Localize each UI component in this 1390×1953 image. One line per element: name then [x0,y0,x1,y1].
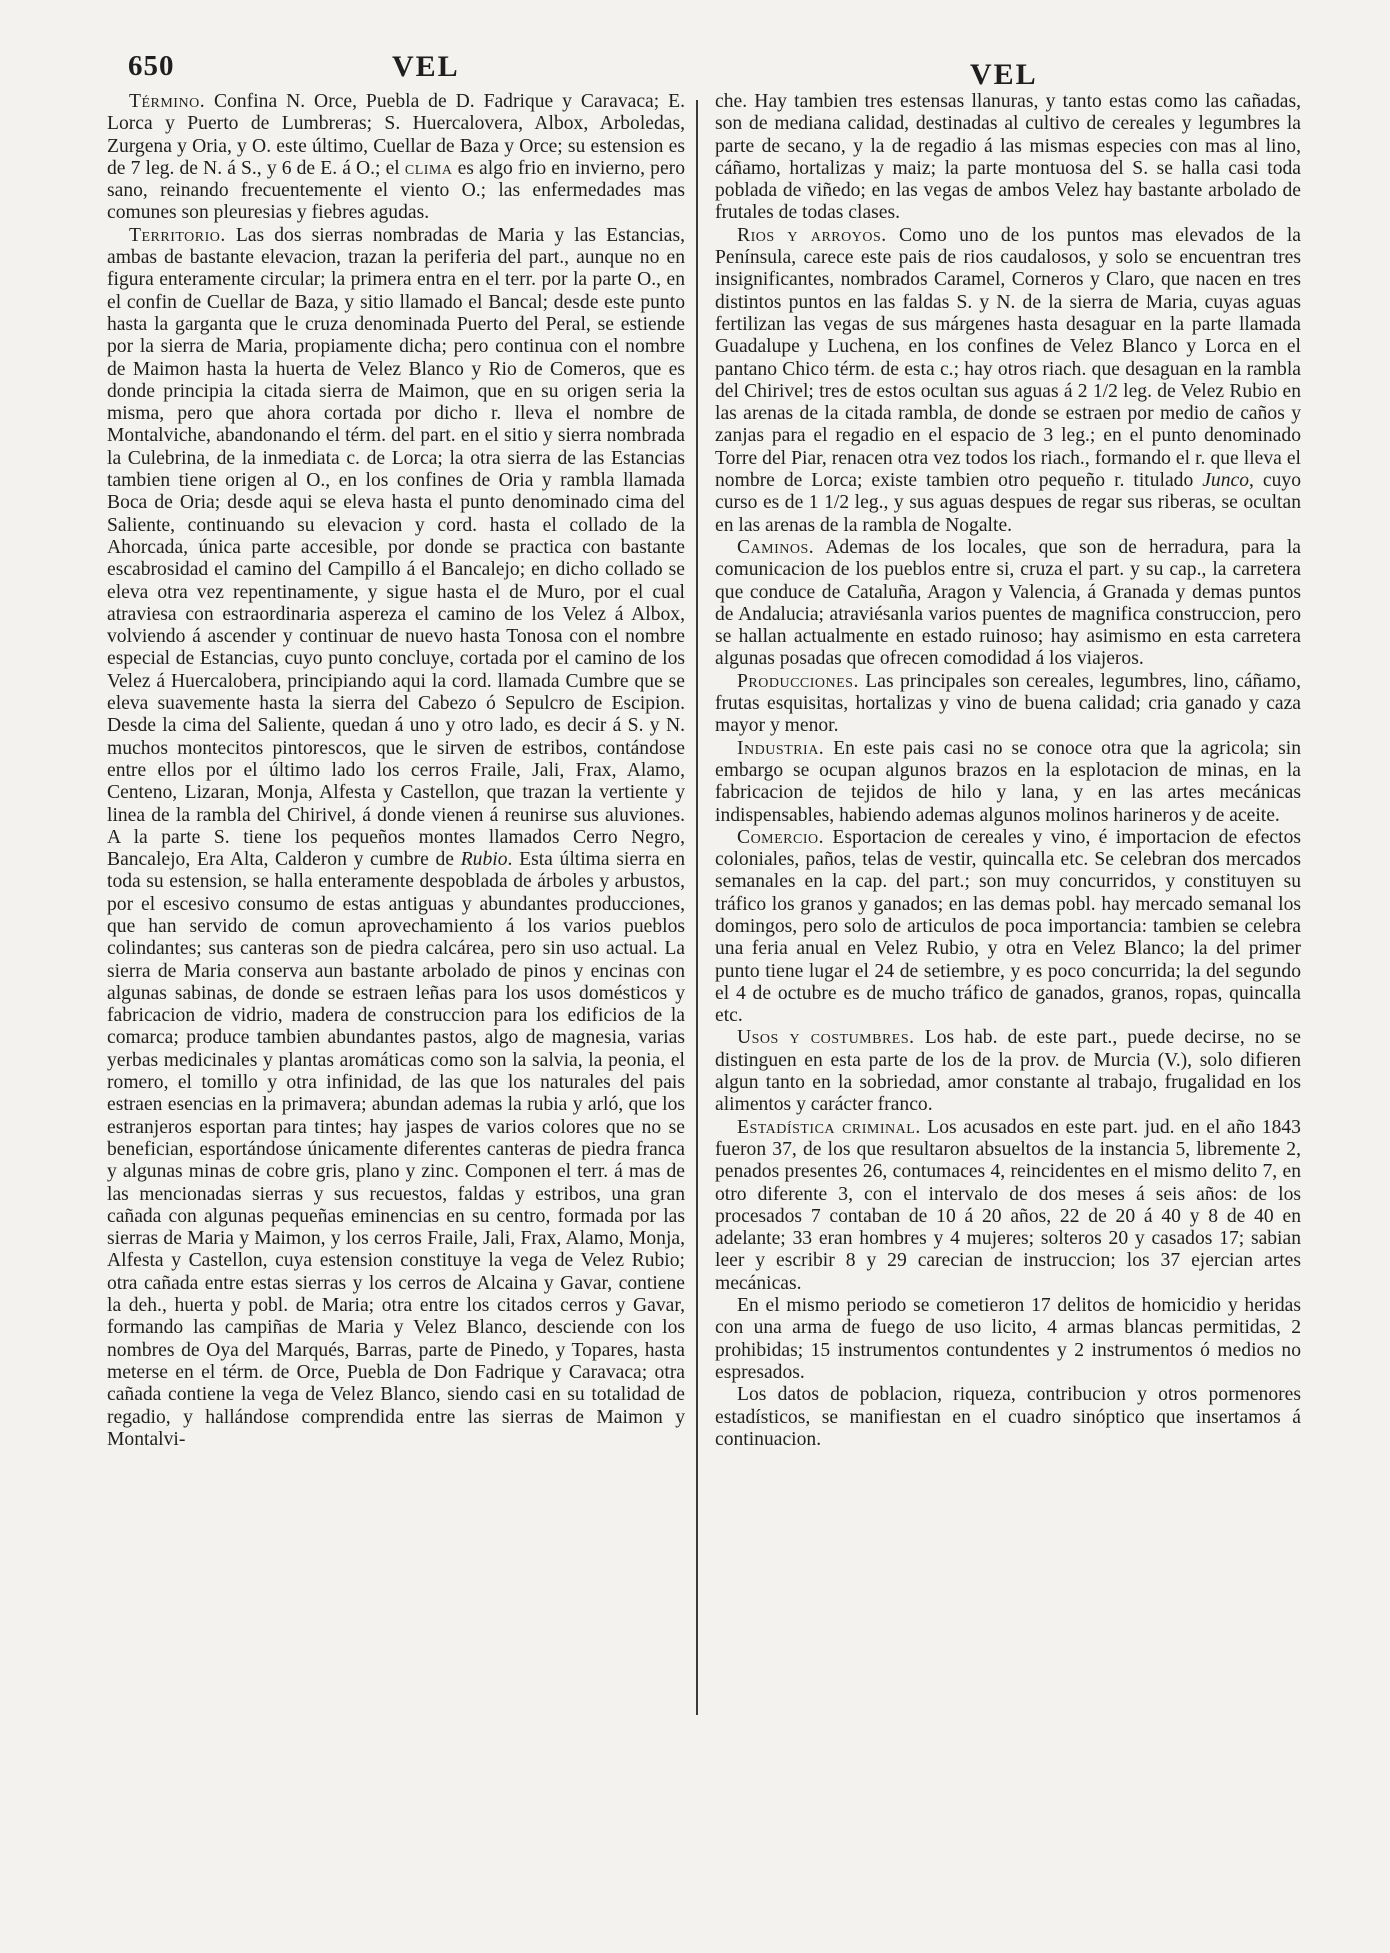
inline-label-clima: clima [404,157,453,179]
paragraph-text: Los datos de poblacion, riqueza, contribucion y otros pormenores estadísticos, se manifiestan en el cuadro sinóptico que insertamos á continuacion. [715,1384,1301,1450]
paragraph-text: En el mismo periodo se cometieron 17 delitos de homicidio y heridas con una arma de fuego de uso licito, 4 armas blancas permitidas, 2 prohibidas; 15 instrumentos contundentes y 2 instrumentos ó medios no espresados. [715,1295,1301,1383]
paragraph-text: Las principales son cereales, legumbres, lino, cáñamo, frutas esquisitas, hortalizas y vino de buena calidad; cria ganado y caza mayor y menor. [715,670,1301,737]
paragraph-caminos [715,537,1301,671]
paragraph-estadistica [715,1117,1301,1295]
paragraph-text: En este pais casi no se conoce otra que la agricola; sin embargo se ocupan algunos brazos en la esplotacion de minas, en la fabricacion de tejidos de hilo y lana, y en las artes mecánicas indispensables, habiendo ademas algunos molinos harineros y de aceite. [715,737,1301,826]
paragraph-text: Las dos sierras nombradas de Maria y las Estancias, ambas de bastante elevacion, trazan la periferia del part., aunque no en figura enteramente circular; la primera entra en el terr. por la parte O., en el confin de Cuellar de Baza, y sitio llamado el Bancal; desde este punto hasta la garganta que le cruza denominada Puerto del Peral, se estiende por la sierra de Maria, propiamente dicha; pero continua con el nombre de Maimon hasta la huerta de Velez Blanco y Rio de Comeros, que es donde principia la citada sierra de Maimon, que en su origen seria la misma, pero que ahora cortada por dicho r. lleva el nombre de Montalviche, abandonando el térm. del part. en el sitio y sierra nombrada la Culebrina, de la inmediata c. de Lorca; la otra sierra de las Estancias tambien tiene origen al O., en los confines de Oria y rambla llamada Boca de Oria; desde aqui se eleva hasta el punto denominado cima del Saliente, continuando su elevacion y cord. hasta el collado de la Ahorcada, única parte accesible, por donde se practica con bastante escabrosidad el camino del Campillo á el Bancalejo; en dicho collado se eleva otra vez repentinamente, y sigue hasta el de Muro, por el cual atraviesa con estraordinaria aspereza el camino de los Velez á Albox, volviendo á ascender y continuar de nuevo hasta Tonosa con el nombre especial de Estancias, cuyo punto concluye, cortada por el camino de los Velez á Huercalobera, principiando aqui la cord. llamada Cumbre que se eleva suavemente hasta la sierra del Cabezo ó Sepulcro de Escipion. Desde la cima del Saliente, quedan á uno y otro lado, es decir á S. y N. muchos montecitos pintorescos, que le sirven de estribos, contándose entre ellos por el último lado los cerros Fraile, Jali, Frax, Alamo, Centeno, Lizaran, Monja, Alfesta y Castellon, que trazan la vertiente y linea de la rambla del Chirivel, á donde vienen á reunirse sus aluviones. A la parte S. tiene los pequeños montes llamados Cerro Negro, Bancalejo, Era Alta, Calderon y cumbre de [107,224,685,871]
paragraph-text: . Esta última sierra en toda su estension, se halla enteramente despoblada de árboles y arbustos, por el escesivo consumo de estas antiguas y abundantes producciones, que han servido de comun aprovechamiento á los varios pueblos colindantes; sus canteras son de piedra calcárea, pero sin uso actual. La sierra de Maria conserva aun bastante arbolado de pinos y encinas con algunas sabinas, de donde se estraen leñas para los usos domésticos y fabricacion de vidrio, madera de construccion para los edificios de la comarca; produce tambien abundantes pastos, algo de magnesia, varias yerbas medicinales y plantas aromáticas como son la salvia, la peonia, el romero, el tomillo y otra infinidad, de las que los naturales del pais estraen esencias en la primavera; abundan ademas la rubia y arló, que los estranjeros esportan para tintes; hay jaspes de varios colores que no se benefician, esportándose únicamente diferentes canteras de piedra franca y algunas minas de cobre gris, plano y zinc. Componen el terr. á mas de las mencionadas sierras y sus recuestos, faldas y estribos, una gran cañada con algunas pequeñas eminencias en su centro, formada por las sierras de Maria y Maimon, y los cerros Fraile, Jali, Frax, Alamo, Monja, Alfesta y Castellon, cuya estension constituye la vega de Velez Rubio; otra cañada entre estas sierras y los cerros de Alcaina y Gavar, contiene la deh., huerta y pobl. de Maria; otra entre los citados cerros y Gavar, formando las campiñas de Maria y Velez Blanco, desciende con los nombres de Oya del Marqués, Barras, parte de Pinedo, y Topares, hasta meterse en el térm. de Orce, Puebla de Don Fadrique y Caravaca; otra cañada contiene la vega de Velez Blanco, siendo casi en su totalidad de regadio, y hallándose comprendida entre las sierras de Maimon y Montalvi- [107,849,685,1450]
paragraph-text: Como uno de los puntos mas elevados de la Península, carece este pais de rios caudalosos, y solo se encuentran tres insignificantes, nombrados Caramel, Corneros y Claro, que nacen en tres distintos puntos en las faldas S. y N. de la sierra de Maria, cuyas aguas fertilizan las vegas de sus márgenes hasta desaguar en la parte llamada Guadalupe y Luchena, en los confines de Velez Blanco y Lorca en el pantano Chico térm. de esta c.; hay otros riach. que desaguan en la rambla del Chirivel; tres de estos ocultan sus aguas á 2 1/2 leg. de Velez Rubio en las arenas de la citada rambla, de donde se estraen por medio de caños y zanjas para el regadio en el espacio de 3 leg.; en el punto denominado Torre del Piar, renacen otra vez todos los riach., formando el r. que lleva el nombre de Lorca; existe tambien otro pequeño r. titulado [715,224,1301,492]
paragraph-producciones [715,671,1301,738]
italic-term: Junco [1202,470,1250,492]
italic-term: Rubio [460,849,508,871]
right-column [715,91,1301,1451]
left-column [107,91,685,1451]
paragraph-text: Los hab. de este part., puede decirse, no se distinguen en esta parte de los de la prov. de Murcia (V.), solo difieren algun tanto en la sobriedad, amor constante al trabajo, frugalidad en los alimentos y carácter franco. [715,1027,1302,1116]
paragraph-rios [715,225,1301,537]
paragraph-industria [715,738,1301,827]
paragraph-text: che. Hay tambien tres estensas llanuras, y tanto estas como las cañadas, son de mediana calidad, destinadas al cultivo de cereales y legumbres la parte de secano, y la de regadio á las mismas especies con mas al lino, cáñamo, hortalizas y maiz; la parte montuosa del S. se halla casi toda poblada de viñedo; en las vegas de ambos Velez hay bastante arbolado de frutales de todas clases. [715,91,1301,224]
section-label: Estadística criminal. [737,1116,921,1138]
section-label: Término. [129,91,206,112]
paragraph-continuation [715,91,1301,225]
paragraph-comercio [715,827,1301,1028]
paragraph-text: es algo frio en invierno, pero sano, reinando frecuentemente el viento O.; las enfermedades mas comunes son pleuresias y fiebres agudas. [107,157,686,224]
bleed-through-shadow [230,1768,1300,1828]
paragraph-termino [107,91,685,225]
page-number: 650 [128,50,175,82]
running-head-left: VEL [392,50,460,83]
section-label: Rios y arroyos. [737,224,887,246]
section-label: Usos y costumbres. [737,1027,915,1049]
section-label: Industria. [737,737,825,759]
section-label: Caminos. [737,536,815,558]
column-divider [696,100,698,1715]
section-label: Producciones. [737,670,859,692]
paragraph-usos [715,1027,1301,1116]
paragraph-datos [715,1384,1301,1451]
paragraph-text: Esportacion de cereales y vino, é importacion de efectos coloniales, paños, telas de vestir, quincalla etc. Se celebran dos mercados semanales en la cap. del part.; son muy concurridos, y constituyen su tráfico los granos y ganados; en las demas pobl. hay mercado semanal los domingos, pero solo de articulos de poca importancia: tambien se celebra una feria anual en Velez Rubio, y otra en Velez Blanco; la del primer punto tiene lugar el 24 de setiembre, y es poco concurrida; la del segundo el 4 de octubre es de mucho tráfico de ganados, granos, ropas, quincalla etc. [715,826,1301,1027]
paragraph-text: Confina N. Orce, Puebla de D. Fadrique y Caravaca; E. Lorca y Puerto de Lumbreras; S. Huercalovera, Albox, Arboledas, Zurgena y Oria, y O. este último, Cuellar de Baza y Orce; su estension es de 7 leg. de N. á S., y 6 de E. á O.; el [107,91,685,179]
paragraph-text: Los acusados en este part. jud. en el año 1843 fueron 37, de los que resultaron absueltos de la instancia 5, libremente 2, penados presentes 26, contumaces 4, reincidentes en el mismo delito 7, en otro diferente 3, con el intervalo de dos meses á seis años: de los procesados 7 contaban de 10 á 20 años, 22 de 20 á 40 y 8 de 40 en adelante; 33 eran hombres y 4 mujeres; solteros 20 y casados 17; sabian leer y escribir 8 y 29 carecian de instruccion; los 37 ejercian artes mecánicas. [715,1116,1301,1294]
running-head-right: VEL [970,58,1038,91]
section-label: Territorio. [129,224,226,246]
paragraph-text: Ademas de los locales, que son de herradura, para la comunicacion de los pueblos entre si, cruza el part. y su cap., la carretera que conduce de Cataluña, Aragon y Valencia, á Granada y demas puntos de Andalucia; atraviésanla varios puentes de magnifica construccion, pero se hallan actualmente en estado ruinoso; hay asimismo en esta carretera algunas posadas que ofrecen comodidad á los viajeros. [715,536,1301,670]
page-header [0,50,1390,90]
paragraph-territorio [107,225,685,1451]
section-label: Comercio. [737,826,825,848]
paragraph-delitos [715,1295,1301,1384]
paragraph-text: , cuyo curso es de 1 1/2 leg., y sus aguas despues de regar sus riberas, se ocultan en las arenas de la rambla de Nogalte. [715,470,1301,536]
